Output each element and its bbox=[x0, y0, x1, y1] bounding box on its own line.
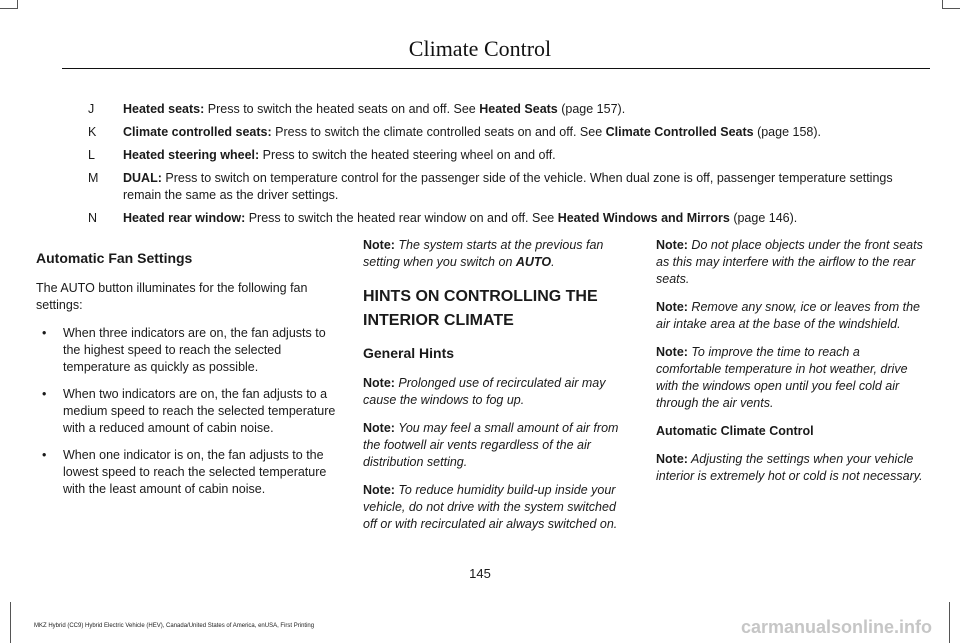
legend-key: N bbox=[88, 211, 98, 225]
page-title: Climate Control bbox=[408, 36, 552, 61]
legend-key: J bbox=[88, 102, 95, 116]
legend-text: Climate controlled seats: Press to switch the climate controlled seats on and off. See Climate Controlled Seats (page 158). bbox=[123, 125, 822, 139]
list-item: • When one indicator is on, the fan adjusts to the lowest speed to reach the selected temperature with the least amount of cabin noise. bbox=[42, 448, 327, 496]
legend-key: M bbox=[88, 171, 99, 185]
note: Note: Remove any snow, ice or leaves from the air intake area at the base of the windshield. bbox=[656, 300, 921, 331]
legend-text: DUAL: Press to switch on temperature control for the passenger side of the vehicle. When dual zone is off, passenger temperature settings remain the same as the driver settings. bbox=[123, 171, 893, 202]
note: Note: Adjusting the settings when your vehicle interior is extremely hot or cold is not necessary. bbox=[656, 452, 923, 483]
legend-key: L bbox=[88, 148, 95, 162]
list-item: • When three indicators are on, the fan adjusts to the highest speed to reach the selected temperature as quickly as possible. bbox=[42, 326, 326, 374]
bullet-icon: • bbox=[42, 326, 47, 340]
crop-mark bbox=[942, 0, 943, 9]
bullet-icon: • bbox=[42, 448, 47, 462]
bullet-list bbox=[36, 325, 336, 498]
legend-text: Heated seats: Press to switch the heated seats on and off. See Heated Seats (page 157). bbox=[123, 102, 626, 116]
note: Note: The system starts at the previous fan setting when you switch on AUTO. bbox=[363, 238, 604, 269]
note: Note: You may feel a small amount of air from the footwell air vents regardless of the air distribution setting. bbox=[363, 421, 619, 469]
crop-mark bbox=[949, 602, 950, 643]
paragraph: The AUTO button illuminates for the following fan settings: bbox=[36, 281, 308, 312]
crop-mark bbox=[943, 8, 960, 9]
column-3 bbox=[656, 237, 928, 496]
section-heading: General Hints bbox=[363, 345, 455, 361]
crop-mark bbox=[17, 0, 18, 9]
note: Note: Prolonged use of recirculated air may cause the windows to fog up. bbox=[363, 376, 606, 407]
note: Note: To improve the time to reach a comfortable temperature in hot weather, drive with the windows open until you feel cold air through the air vents. bbox=[656, 345, 908, 410]
bullet-icon: • bbox=[42, 387, 47, 401]
footer-text: MKZ Hybrid (CC9) Hybrid Electric Vehicle (HEV), Canada/United States of America, enUSA, First Printing bbox=[34, 623, 315, 629]
header-rule bbox=[62, 68, 930, 69]
page-number: 145 bbox=[469, 566, 491, 581]
crop-mark bbox=[10, 602, 11, 643]
list-item: • When two indicators are on, the fan adjusts to a medium speed to reach the selected temperature with a reduced amount of cabin noise. bbox=[42, 387, 336, 435]
section-heading: Automatic Fan Settings bbox=[36, 250, 193, 266]
column-1 bbox=[36, 250, 336, 508]
legend-text: Heated steering wheel: Press to switch the heated steering wheel on and off. bbox=[123, 148, 556, 162]
watermark: carmanualsonline.info bbox=[741, 617, 933, 637]
major-heading: HINTS ON CONTROLLING THE INTERIOR CLIMATE bbox=[363, 288, 598, 329]
crop-mark bbox=[0, 8, 17, 9]
note: Note: Do not place objects under the front seats as this may interfere with the airflow to the rear seats. bbox=[656, 238, 923, 286]
legend-key: K bbox=[88, 125, 97, 139]
section-label: Automatic Climate Control bbox=[656, 424, 814, 438]
column-2 bbox=[363, 237, 633, 544]
note: Note: To reduce humidity build-up inside your vehicle, do not drive with the system switched off or with recirculated air always switched on. bbox=[363, 483, 618, 531]
legend-text: Heated rear window: Press to switch the heated rear window on and off. See Heated Windows and Mirrors (page 146). bbox=[123, 211, 798, 225]
